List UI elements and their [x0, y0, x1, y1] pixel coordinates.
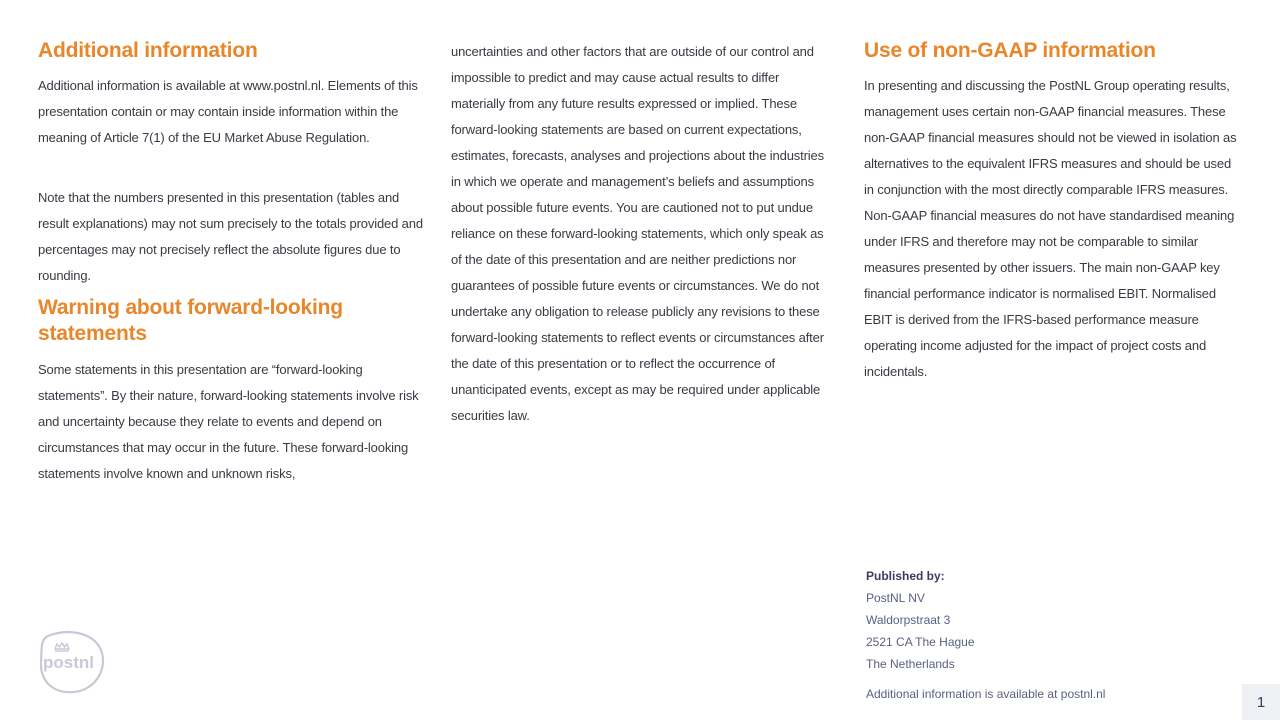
- crown-icon: [55, 643, 69, 651]
- publisher-more-info: Additional information is available at postnl.nl: [866, 687, 1106, 701]
- publisher-city: 2521 CA The Hague: [866, 635, 975, 649]
- page-number: 1: [1256, 693, 1266, 711]
- postnl-logo-shape: [38, 628, 106, 694]
- forward-looking-heading: Warning about forward-looking statements: [38, 296, 343, 345]
- forward-looking-paragraph-continued: uncertainties and other factors that are outside of our control and impossible to predict and may cause actual results to differ materially from any future results expressed or implied. These forward-looking statements are based on current expectations, estimates, forecasts, analyses and projections about the industries in which we operate and management’s beliefs and assumptions about possible future events. You are cautioned not to put undue reliance on these forward-looking statements, which only speak as of the date of this presentation and are neither predictions nor guarantees of possible future events or circumstances. We do not undertake any obligation to release publicly any revisions to these forward-looking statements to reflect events or circumstances after the date of this presentation or to reflect the occurrence of unanticipated events, except as may be required under applicable securities law.: [451, 44, 824, 423]
- forward-looking-paragraph-start: Some statements in this presentation are “forward-looking statements”. By their nature, forward-looking statements involve risk and uncertainty because they relate to events and depend on circumstances that may occur in the future. These forward-looking statements involve known and unknown risks,: [38, 362, 419, 481]
- additional-information-paragraph: Additional information is available at www.postnl.nl. Elements of this presentation contain or may contain inside information within the meaning of Article 7(1) of the EU Market Abuse Regulation.: [38, 78, 418, 145]
- rounding-note-paragraph: Note that the numbers presented in this presentation (tables and result explanations) may not sum precisely to the totals provided and percentages may not precisely reflect the absolute figures due to rounding.: [38, 190, 423, 283]
- page-number-box: [1242, 684, 1280, 720]
- postnl-logo-text: postnl: [43, 653, 94, 672]
- postnl-logo: [38, 628, 106, 694]
- published-by-label: Published by:: [866, 569, 945, 583]
- non-gaap-paragraph: In presenting and discussing the PostNL Group operating results, management uses certain non-GAAP financial measures. These non-GAAP financial measures should not be viewed in isolation as alternatives to the equivalent IFRS measures and should be used in conjunction with the most directly comparable IFRS measures. Non-GAAP financial measures do not have standardised meaning under IFRS and therefore may not be comparable to similar measures presented by other issuers. The main non-GAAP key financial performance indicator is normalised EBIT. Normalised EBIT is derived from the IFRS-based performance measure operating income adjusted for the impact of project costs and incidentals.: [864, 78, 1237, 379]
- publisher-country: The Netherlands: [866, 657, 955, 671]
- publisher-street: Waldorpstraat 3: [866, 613, 951, 627]
- additional-information-heading: Additional information: [38, 39, 258, 62]
- non-gaap-heading: Use of non-GAAP information: [864, 39, 1156, 62]
- publisher-name: PostNL NV: [866, 591, 925, 605]
- publisher-block: [866, 565, 1196, 675]
